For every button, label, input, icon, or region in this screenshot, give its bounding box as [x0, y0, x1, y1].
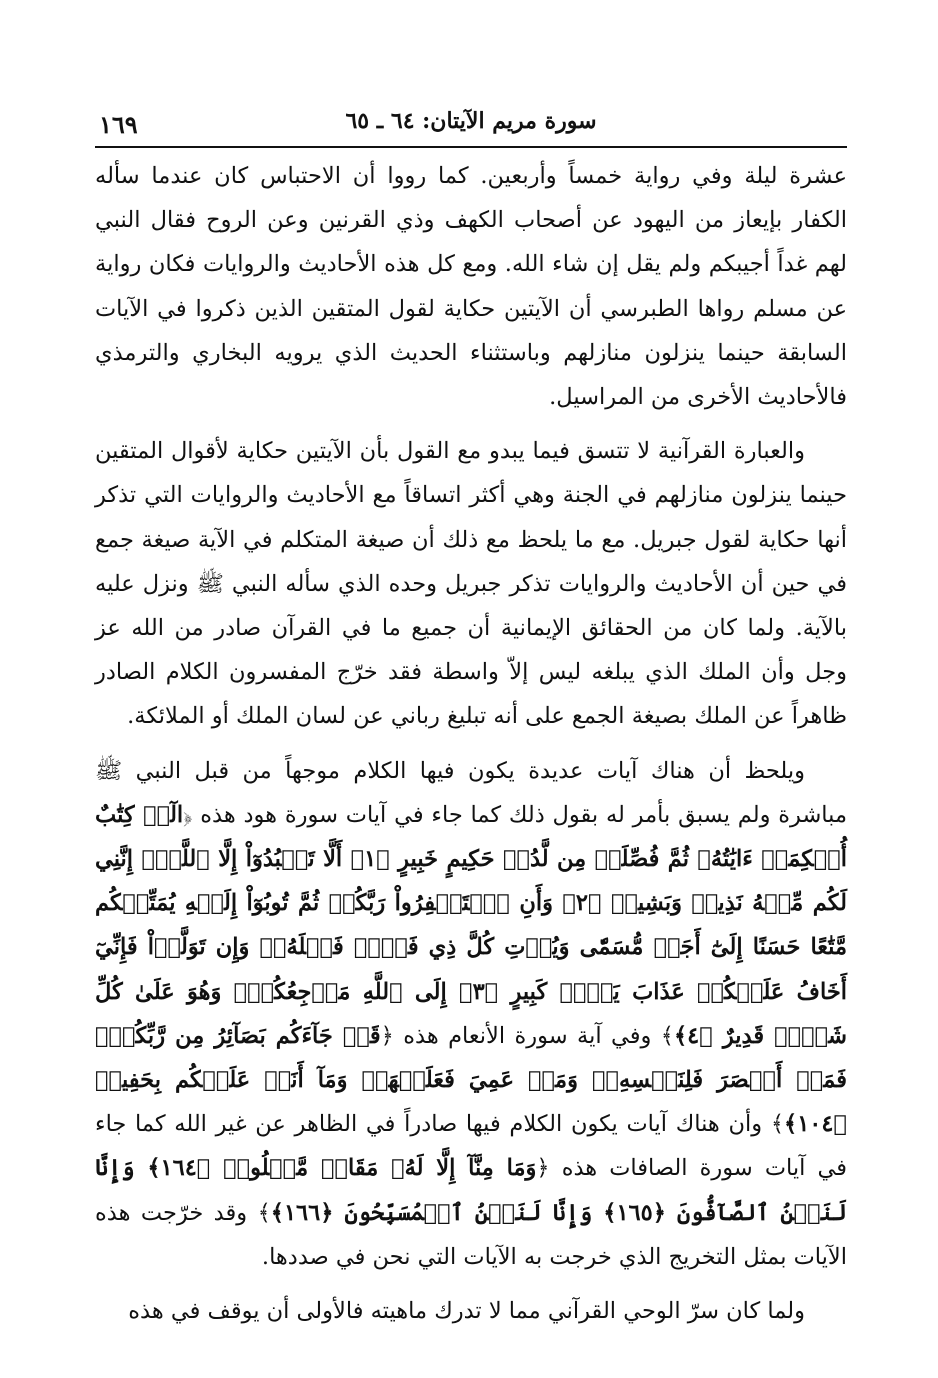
paragraph-2: والعبارة القرآنية لا تتسق فيما يبدو مع القول بأن الآيتين حكاية لأقوال المتقين حينما ينزلون منازلهم في الجنة وهي أكثر اتساقاً مع الأحاديث والروايات التي تذكر أنها حكاية لقول جبريل. مع ما يلحظ مع ذلك أن صيغة المتكلم في الآية صيغة جمع في حين أن الأحاديث والروايات تذكر جبريل وحده الذي سأله النبي ﷺ ونزل عليه بالآية. ولما كان من الحقائق الإيمانية أن جميع ما في القرآن صادر من الله عز وجل وأن الملك الذي يبلغه ليس إلاّ واسطة فقد خرّج المفسرون الكلام الصادر ظاهراً عن الملك بصيغة الجمع على أنه تبليغ رباني عن لسان الملك أو الملائكة. [95, 438, 847, 730]
header-title: سورة مريم الآيتان: ٦٤ ـ ٦٥ [345, 108, 597, 134]
quote-close-bracket: ﴾ [660, 1022, 674, 1049]
paragraph-3-outro: وقد خرّجت هذه الآيات بمثل التخريج الذي خرجت به الآيات التي نحن في صددها. [95, 1199, 847, 1270]
quote-open-bracket: ﴿ [536, 1155, 550, 1182]
quran-quote-saffat: وَمَا مِنَّآ إِلَّا لَهُۥ مَقَامٞ مَّعۡلُومٞ ﴿١٦٤﴾ وَإِنَّا لَنَحۡنُ ٱلصَّآفُّونَ ﴿١٦٥﴾ وَإِنَّا لَنَحۡنُ ٱلۡمُسَبِّحُونَ ﴿١٦٦﴾ [95, 1155, 847, 1226]
quote-open-bracket: ﴿ [380, 1022, 394, 1049]
page-number: ١٦٩ [99, 110, 138, 139]
quote-close-bracket: ﴾ [770, 1111, 785, 1138]
paragraph-3-mid-2: وأن هناك آيات يكون الكلام فيها صادراً في الظاهر عن غير الله كما جاء في آيات سورة الصافات هذه [95, 1111, 848, 1182]
paragraph-3-mid-1: وفي آية سورة الأنعام هذه [403, 1022, 652, 1049]
quran-quote-anam: قَدۡ جَآءَكُم بَصَآئِرُ مِن رَّبِّكُمۡۖ فَمَنۡ أَبۡصَرَ فَلِنَفۡسِهِۦۖ وَمَنۡ عَمِيَ فَعَلَيۡهَاۚ وَمَآ أَنَا۠ عَلَيۡكُم بِحَفِيظٖ ﴿١٠٤﴾ [95, 1022, 847, 1138]
quote-close-bracket: ﴾ [257, 1199, 271, 1226]
paragraph-3-intro: ويلحظ أن هناك آيات عديدة يكون فيها الكلام موجهاً من قبل النبي ﷺ مباشرة ولم يسبق بأمر له بقول ذلك كما جاء في آيات سورة هود هذه [95, 757, 847, 828]
quote-open-bracket: ﴿ [183, 801, 193, 828]
paragraph-4: ولما كان سرّ الوحي القرآني مما لا تدرك ماهيته فالأولى أن يوقف في هذه [128, 1298, 805, 1325]
body-text [95, 154, 847, 1333]
page-header [95, 100, 847, 148]
paragraph-1: عشرة ليلة وفي رواية خمساً وأربعين. كما رووا أن الاحتباس كان عندما سأله الكفار بإيعاز من اليهود عن أصحاب الكهف وذي القرنين وعن الروح فقال النبي لهم غداً أجيبكم ولم يقل إن شاء الله. ومع كل هذه الأحاديث والروايات فكان رواية عن مسلم رواها الطبرسي أن الآيتين حكاية لقول المتقين الذين ذكروا في الآيات السابقة حينما ينزلون منازلهم وباستثناء الحديث الذي يرويه البخاري والترمذي فالأحاديث الأخرى من المراسيل. [95, 163, 847, 411]
quran-quote-hud: الٓرۚ كِتَٰبٌ أُحۡكِمَتۡ ءَايَٰتُهُۥ ثُمَّ فُصِّلَتۡ مِن لَّدُنۡ حَكِيمٍ خَبِيرٍ ﴿١﴾ أَلَّا تَعۡبُدُوٓاْ إِلَّا ٱللَّهَۚ إِنَّنِي لَكُم مِّنۡهُ نَذِيرٞ وَبَشِيرٞ ﴿٢﴾ وَأَنِ ٱسۡتَغۡفِرُواْ رَبَّكُمۡ ثُمَّ تُوبُوٓاْ إِلَيۡهِ يُمَتِّعۡكُم مَّتَٰعًا حَسَنًا إِلَىٰٓ أَجَلٖ مُّسَمّٗى وَيُؤۡتِ كُلَّ ذِي فَضۡلٖ فَضۡلَهُۥۖ وَإِن تَوَلَّوۡاْ فَإِنِّيٓ أَخَافُ عَلَيۡكُمۡ عَذَابَ يَوۡمٖ كَبِيرٍ ﴿٣﴾ إِلَى ٱللَّهِ مَرۡجِعُكُمۡۖ وَهُوَ عَلَىٰ كُلِّ شَيۡءٖ قَدِيرٌ ﴿٤﴾ [95, 801, 848, 1049]
paragraph-3 [95, 749, 847, 1279]
book-page [95, 100, 847, 1333]
